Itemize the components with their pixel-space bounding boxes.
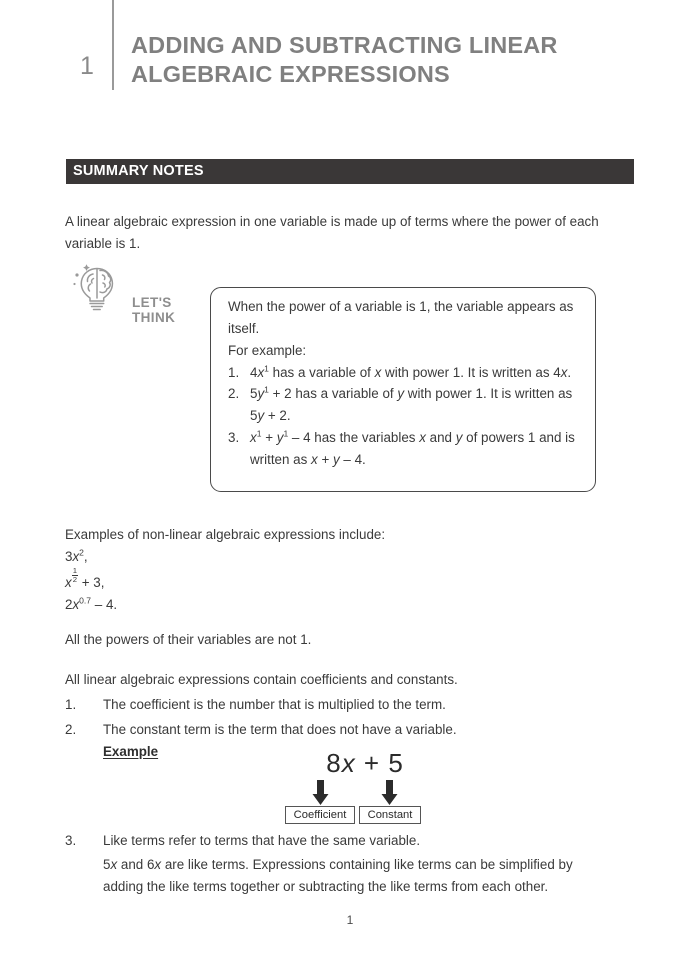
nonlinear-expression-2: x $\frac{1}{2}$ + 3, (65, 566, 105, 591)
like-terms-paragraph: 5x and 6x are like terms. Expressions containing like terms can be simplified by adding the like terms together or subtracting the like terms from each other. (103, 857, 573, 894)
list-item-number: 2. (228, 386, 240, 402)
page-title-line-1: ADDING AND SUBTRACTING LINEAR (131, 32, 558, 58)
nonlinear-expression-1: $3x^2$, (65, 547, 88, 564)
coefficient-constant-diagram (285, 748, 445, 826)
diagram-expression: 8x + 5 (326, 748, 404, 778)
callout-example-list (228, 362, 578, 471)
list-item (228, 362, 578, 384)
list-item (65, 830, 617, 852)
coefficient-box: Coefficient (285, 806, 355, 824)
list-item (65, 694, 617, 716)
coefficients-intro: All linear algebraic expressions contain coefficients and constants. (65, 672, 458, 687)
list-item (65, 719, 617, 741)
section-header-label: SUMMARY NOTES (73, 163, 204, 179)
list-item-number: 1. (228, 364, 240, 380)
nonlinear-expression-3: $2x^{0.7} - 4$. (65, 595, 118, 612)
example-label: Example (103, 744, 159, 759)
lets-think-group (70, 262, 210, 325)
intro-paragraph: A linear algebraic expression in one variable is made up of terms where the power of each variable is 1. (65, 214, 599, 251)
fraction-exponent: $\frac{1}{2}$ (72, 566, 78, 585)
list-item-text: Like terms refer to terms that have the same variable. (103, 833, 421, 848)
list-item-number: 1. (65, 697, 77, 712)
list-item (228, 383, 578, 427)
list-item-number: 3. (65, 833, 77, 848)
list-item-number: 2. (65, 722, 77, 737)
chapter-header (0, 0, 700, 100)
list-item-text: $4x^1$ has a variable of x with power 1. It is written as 4x. (250, 363, 572, 380)
constant-box: Constant (359, 806, 421, 824)
lets-think-label: LET'S THINK (132, 295, 176, 325)
lets-think-callout-box (210, 287, 596, 492)
list-item-number: 3. (228, 430, 240, 446)
nonlinear-intro: Examples of non-linear algebraic expressions include: (65, 527, 386, 542)
lightbulb-brain-icon (70, 262, 130, 314)
nonlinear-closing: All the powers of their variables are not 1. (65, 632, 312, 647)
page-number: 1 (346, 913, 354, 927)
page-title (131, 31, 631, 88)
list-item-text: $x^1 + y^1 - 4$ has the variables x and y of powers 1 and is written as x + y – 4. (250, 428, 575, 467)
list-item-text: The coefficient is the number that is multiplied to the term. (103, 697, 446, 712)
chapter-number: 1 (80, 52, 94, 80)
page-title-line-2: ALGEBRAIC EXPRESSIONS (131, 60, 450, 87)
header-divider-rule (112, 0, 114, 90)
list-item (228, 427, 578, 471)
list-item-text: $5y^1 + 2$ has a variable of y with power 1. It is written as 5y + 2. (250, 384, 573, 424)
section-header-bar (66, 159, 634, 184)
callout-line-2: For example: (228, 342, 307, 358)
callout-line-1: When the power of a variable is 1, the variable appears as itself. (228, 299, 574, 336)
list-item-text: The constant term is the term that does not have a variable. (103, 722, 457, 737)
